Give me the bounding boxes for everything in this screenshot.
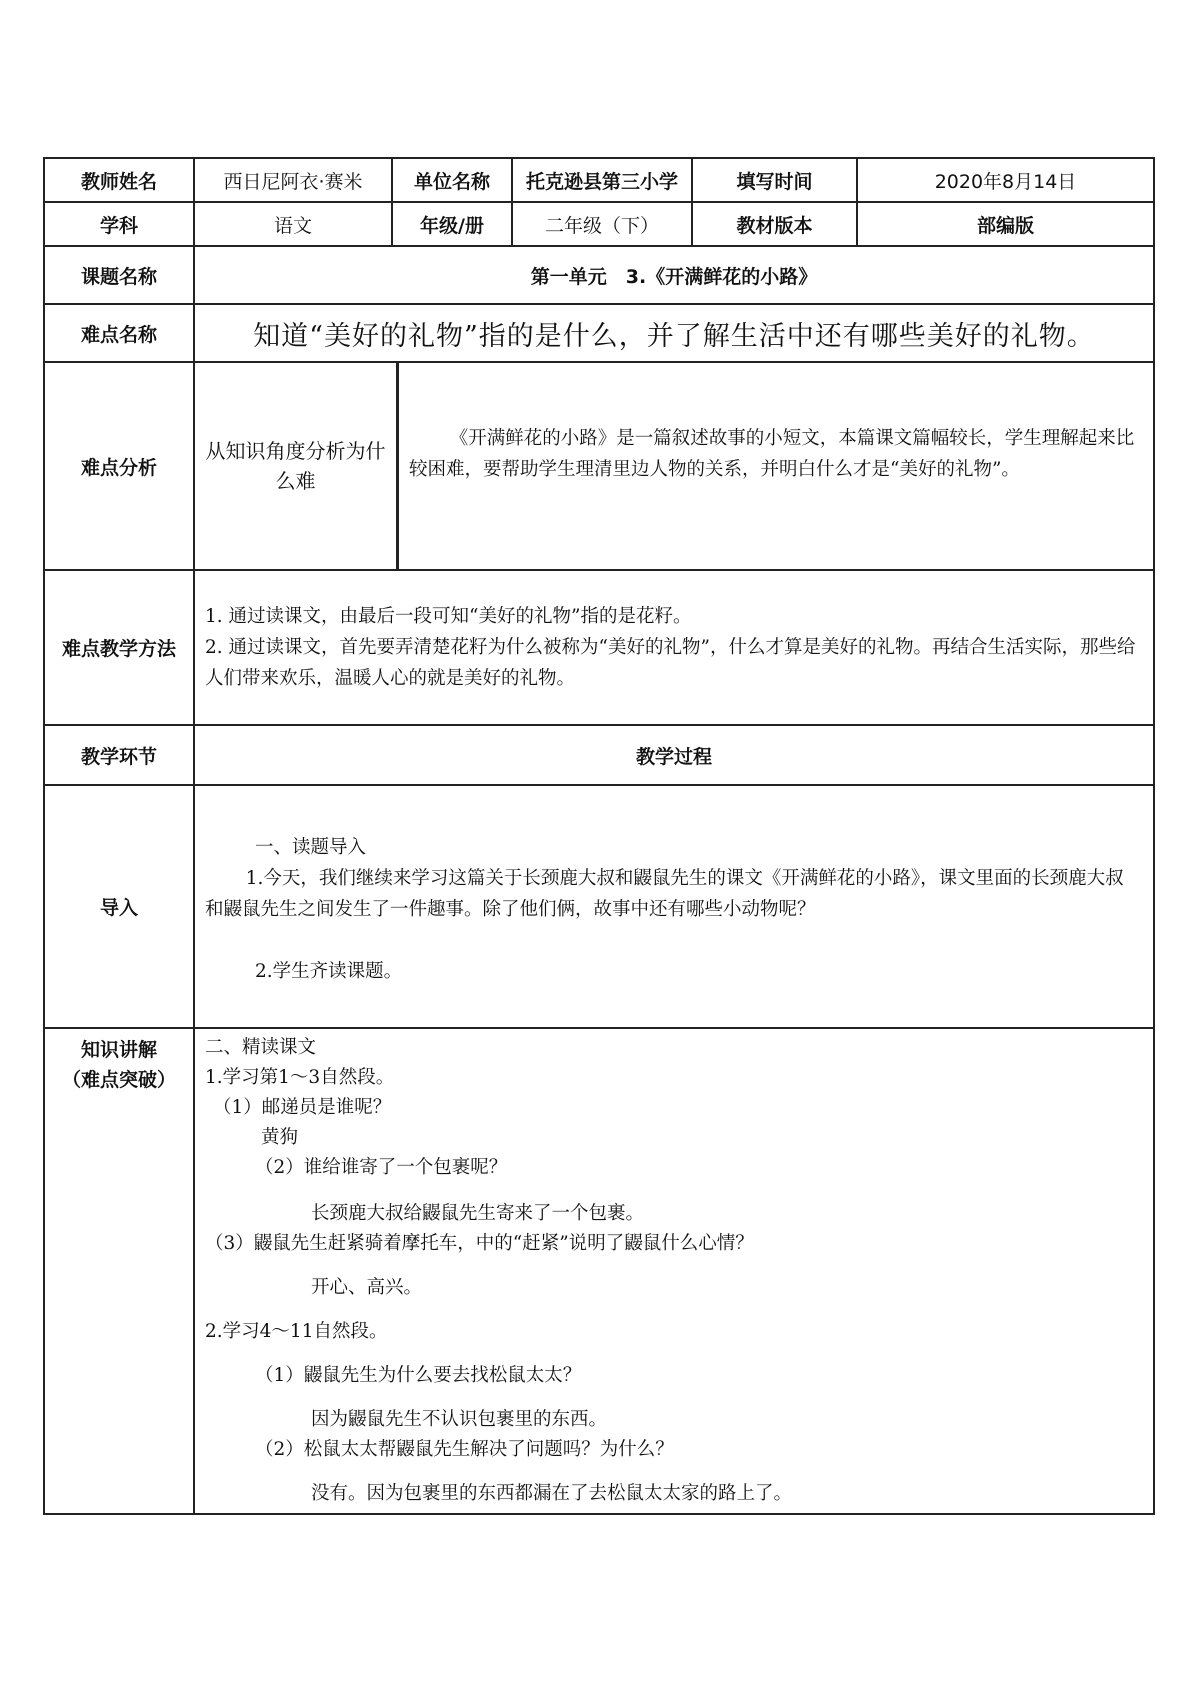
topic-label: 课题名称 — [44, 246, 194, 304]
knowledge-line: 开心、高兴。 — [311, 1277, 423, 1298]
unit-value: 托克逊县第三小学 — [512, 158, 692, 202]
knowledge-label: 知识讲解 — [80, 1039, 157, 1061]
knowledge-line: 黄狗 — [261, 1127, 299, 1148]
knowledge-sub-label: （难点突破） — [61, 1069, 176, 1091]
difficulty-label: 难点名称 — [44, 304, 194, 362]
analysis-split — [195, 363, 1153, 569]
knowledge-line: （1）鼹鼠先生为什么要去找松鼠太太？ — [255, 1365, 582, 1386]
header-row-2 — [44, 202, 1154, 246]
knowledge-content — [194, 1028, 1154, 1514]
intro-row — [44, 785, 1154, 1028]
intro-label: 导入 — [44, 785, 194, 1028]
analysis-text: 《开满鲜花的小路》是一篇叙述故事的小短文，本篇课文篇幅较长，学生理解起来比较困难，要帮助学生理清里边人物的关系，并明白什么才是“美好的礼物”。 — [409, 428, 1135, 480]
analysis-row — [44, 362, 1154, 570]
lesson-plan-table — [43, 157, 1155, 1515]
process-step-label: 教学环节 — [44, 725, 194, 785]
grade-label: 年级/册 — [392, 202, 512, 246]
teacher-label: 教师姓名 — [44, 158, 194, 202]
difficulty-row — [44, 304, 1154, 362]
analysis-text-wrap — [399, 363, 1153, 569]
intro-item-1: 1.今天，我们继续来学习这篇关于长颈鹿大叔和鼹鼠先生的课文《开满鲜花的小路》，课文里面的长颈鹿大叔和鼹鼠先生之间发生了一件趣事。除了他们俩，故事中还有哪些小动物呢？ — [205, 868, 1124, 920]
unit-label: 单位名称 — [392, 158, 512, 202]
knowledge-line: 没有。因为包裹里的东西都漏在了去松鼠太太家的路上了。 — [311, 1483, 793, 1504]
knowledge-line: 1.学习第1～3自然段。 — [205, 1067, 395, 1088]
knowledge-line: （2）松鼠太太帮鼹鼠先生解决了问题吗？为什么？ — [255, 1439, 674, 1460]
intro-heading: 一、读题导入 — [255, 837, 367, 858]
analysis-sub-label: 从知识角度分析为什么难 — [195, 363, 399, 569]
analysis-label: 难点分析 — [44, 362, 194, 570]
knowledge-line: 2.学习4～11自然段。 — [205, 1321, 388, 1342]
knowledge-line: 因为鼹鼠先生不认识包裹里的东西。 — [311, 1409, 608, 1430]
process-label: 教学过程 — [194, 725, 1154, 785]
edition-label: 教材版本 — [692, 202, 857, 246]
intro-item-2: 2.学生齐读课题。 — [255, 961, 403, 982]
intro-content — [194, 785, 1154, 1028]
knowledge-line: （2）谁给谁寄了一个包裹呢？ — [255, 1157, 508, 1178]
topic-row — [44, 246, 1154, 304]
subject-label: 学科 — [44, 202, 194, 246]
knowledge-row — [44, 1028, 1154, 1514]
method-row — [44, 570, 1154, 725]
method-label: 难点教学方法 — [44, 570, 194, 725]
knowledge-line: （3）鼹鼠先生赶紧骑着摩托车，中的“赶紧”说明了鼹鼠什么心情？ — [205, 1233, 754, 1254]
difficulty-value: 知道“美好的礼物”指的是什么，并了解生活中还有哪些美好的礼物。 — [194, 304, 1154, 362]
process-header-row — [44, 725, 1154, 785]
method-content — [194, 570, 1154, 725]
method-line-1: 1. 通过读课文，由最后一段可知“美好的礼物”指的是花籽。 — [205, 606, 692, 627]
subject-value: 语文 — [194, 202, 392, 246]
date-value: 2020年8月14日 — [857, 158, 1154, 202]
analysis-content — [194, 362, 1154, 570]
knowledge-label-cell — [44, 1028, 194, 1514]
knowledge-line: （1）邮递员是谁呢？ — [213, 1097, 392, 1118]
header-row-1 — [44, 158, 1154, 202]
edition-value: 部编版 — [857, 202, 1154, 246]
grade-value: 二年级（下） — [512, 202, 692, 246]
teacher-value: 西日尼阿衣·赛米 — [194, 158, 392, 202]
method-line-2: 2. 通过读课文，首先要弄清楚花籽为什么被称为“美好的礼物”，什么才算是美好的礼物。再结合生活实际，那些给人们带来欢乐，温暖人心的就是美好的礼物。 — [205, 637, 1136, 689]
knowledge-line: 长颈鹿大叔给鼹鼠先生寄来了一个包裹。 — [311, 1203, 645, 1224]
knowledge-line: 二、精读课文 — [205, 1037, 317, 1058]
date-label: 填写时间 — [692, 158, 857, 202]
topic-value: 第一单元 3.《开满鲜花的小路》 — [194, 246, 1154, 304]
